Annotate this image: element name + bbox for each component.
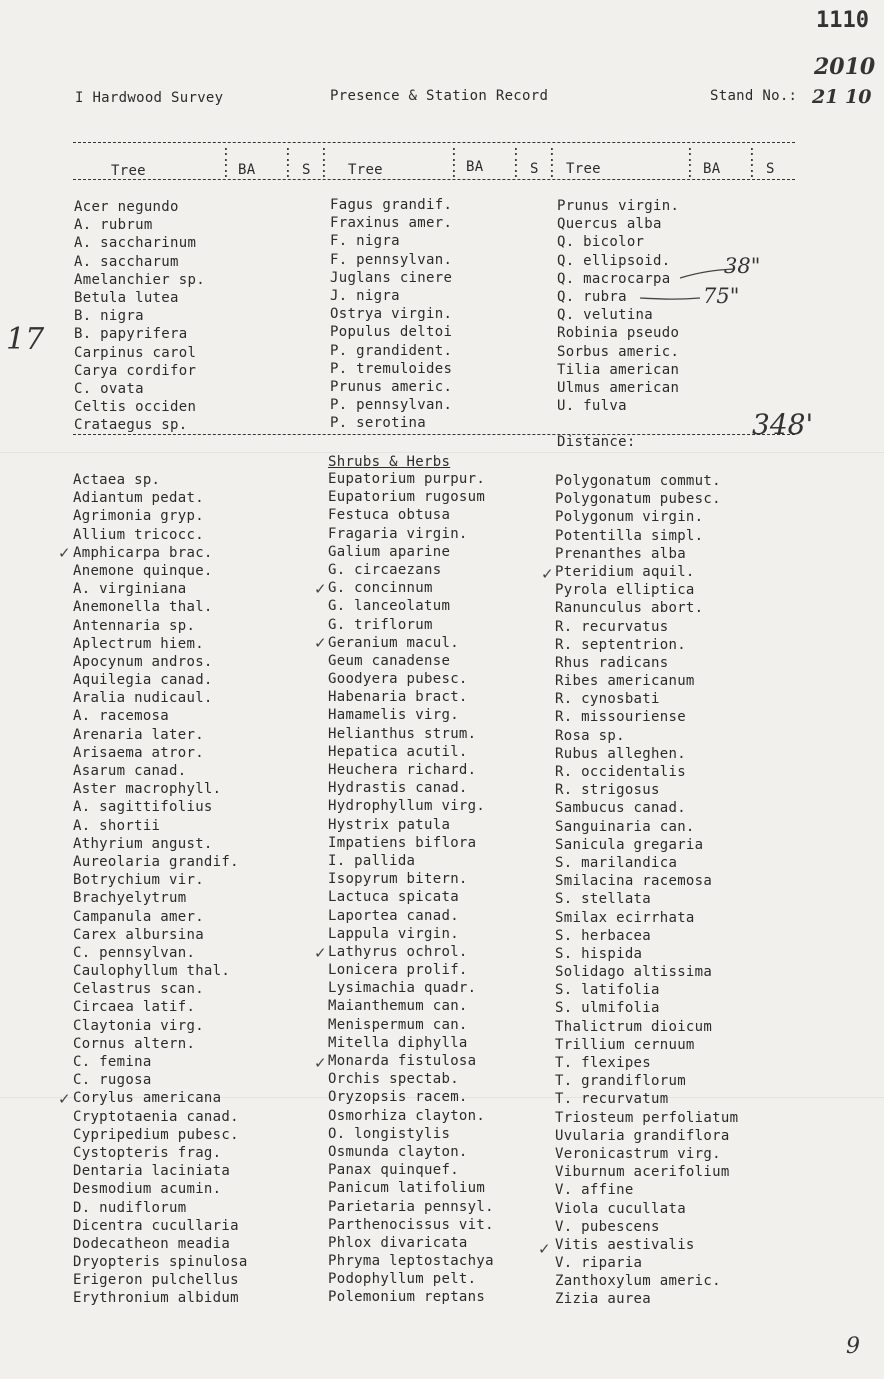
species-name: Desmodium acumin. bbox=[73, 1181, 222, 1198]
species-name: Smilax ecirrhata bbox=[555, 909, 695, 926]
species-name: Aureolaria grandif. bbox=[73, 853, 239, 870]
column-separator: : : : bbox=[748, 144, 757, 181]
species-name: Cornus altern. bbox=[73, 1035, 196, 1052]
species-name: Dodecatheon meadia bbox=[73, 1235, 231, 1252]
species-name: Lonicera prolif. bbox=[328, 962, 468, 979]
species-name: T. recurvatum bbox=[555, 1091, 669, 1108]
species-name: Q. bicolor bbox=[557, 234, 645, 251]
species-name: Zizia aurea bbox=[555, 1291, 652, 1308]
species-name: Polemonium reptans bbox=[328, 1289, 486, 1306]
species-name: Viola cucullata bbox=[555, 1200, 686, 1217]
species-name: Rubus alleghen. bbox=[555, 745, 686, 762]
species-name: Ribes americanum bbox=[555, 673, 695, 690]
species-name: P. tremuloides bbox=[330, 360, 453, 377]
species-name: Oryzopsis racem. bbox=[328, 1089, 468, 1106]
species-name: Parthenocissus vit. bbox=[328, 1216, 494, 1233]
record-title: Presence & Station Record bbox=[330, 88, 549, 104]
species-name: S. stellata bbox=[555, 891, 652, 908]
macrocarpa-diameter-note: 38" bbox=[724, 254, 761, 278]
col-header-ba: BA bbox=[703, 161, 721, 177]
species-name: Zanthoxylum americ. bbox=[555, 1273, 721, 1290]
species-name: U. fulva bbox=[557, 398, 627, 415]
species-name: Brachyelytrum bbox=[73, 890, 187, 907]
species-name: Amphicarpa brac. bbox=[73, 544, 213, 561]
species-name: Eupatorium purpur. bbox=[328, 471, 486, 487]
tree-list-col3 bbox=[557, 197, 679, 415]
species-name: B. papyrifera bbox=[74, 326, 188, 343]
species-name: Mitella diphylla bbox=[328, 1034, 468, 1051]
stand-label: Stand No.: bbox=[710, 88, 798, 104]
header-top-rule bbox=[73, 142, 795, 143]
species-name: Q. macrocarpa bbox=[557, 270, 671, 287]
species-name: Phlox divaricata bbox=[328, 1234, 468, 1251]
species-name: Campanula amer. bbox=[73, 908, 204, 925]
species-name: Anemonella thal. bbox=[73, 599, 213, 616]
species-name: Prenanthes alba bbox=[555, 545, 686, 562]
species-name: C. ovata bbox=[74, 380, 144, 397]
stand-number-value: 21 10 bbox=[812, 86, 872, 108]
species-name: Galium aparine bbox=[328, 543, 451, 560]
species-name: Populus deltoi bbox=[330, 324, 453, 341]
distance-label: Distance: bbox=[557, 434, 636, 450]
species-name: Q. velutina bbox=[557, 307, 654, 324]
column-separator: : : : bbox=[686, 144, 695, 181]
col-header-tree: Tree bbox=[111, 163, 146, 179]
species-name: Fragaria virgin. bbox=[328, 525, 468, 542]
species-name: Potentilla simpl. bbox=[555, 527, 704, 544]
species-name: A. racemosa bbox=[73, 708, 170, 725]
tree-list-col1 bbox=[74, 198, 205, 434]
species-name: Aster macrophyll. bbox=[73, 781, 222, 798]
species-name: Carex albursina bbox=[73, 926, 204, 943]
species-name: F. pennsylvan. bbox=[330, 251, 453, 268]
species-name: Osmunda clayton. bbox=[328, 1143, 468, 1160]
species-name: Rhus radicans bbox=[555, 654, 669, 671]
species-name: V. riparia bbox=[555, 1255, 643, 1272]
species-name: Allium tricocc. bbox=[73, 526, 204, 543]
species-name: Arisaema atror. bbox=[73, 744, 204, 761]
species-name: Ostrya virgin. bbox=[330, 306, 453, 323]
species-name: A. shortii bbox=[73, 817, 161, 834]
species-name: Geum canadense bbox=[328, 652, 451, 669]
species-name: R. cynosbati bbox=[555, 691, 660, 708]
species-name: Corylus americana bbox=[73, 1090, 222, 1107]
species-name: Polygonatum pubesc. bbox=[555, 491, 721, 508]
species-name: Hydrophyllum virg. bbox=[328, 798, 486, 815]
species-name: A. saccharinum bbox=[74, 235, 197, 252]
species-name: I. pallida bbox=[328, 852, 416, 869]
species-name: Lactuca spicata bbox=[328, 889, 459, 906]
species-name: Hepatica acutil. bbox=[328, 743, 468, 760]
species-name: Arenaria later. bbox=[73, 726, 204, 743]
species-name: G. circaezans bbox=[328, 561, 442, 578]
species-name: Hamamelis virg. bbox=[328, 707, 459, 724]
column-separator: : : : bbox=[284, 144, 293, 181]
species-name: Smilacina racemosa bbox=[555, 873, 713, 890]
herb-list-col3 bbox=[555, 472, 738, 1309]
species-name: D. nudiflorum bbox=[73, 1199, 187, 1216]
corner-stamp-number: 1110 bbox=[816, 8, 869, 33]
column-separator: : : : bbox=[548, 144, 557, 181]
column-separator: : : : bbox=[512, 144, 521, 181]
species-name: Triosteum perfoliatum bbox=[555, 1109, 739, 1126]
species-name: Cypripedium pubesc. bbox=[73, 1126, 239, 1143]
species-name: Celtis occiden bbox=[74, 399, 197, 416]
species-name: Impatiens biflora bbox=[328, 834, 477, 851]
species-name: Botrychium vir. bbox=[73, 872, 204, 889]
species-name: Lappula virgin. bbox=[328, 925, 459, 942]
check-mark-icon: ✓ bbox=[538, 1240, 551, 1258]
species-name: Fraxinus amer. bbox=[330, 215, 453, 232]
col-header-tree: Tree bbox=[348, 162, 383, 178]
species-name: Celastrus scan. bbox=[73, 981, 204, 998]
species-name: Aquilegia canad. bbox=[73, 672, 213, 689]
species-name: Orchis spectab. bbox=[328, 1071, 459, 1088]
check-mark-icon: ✓ bbox=[314, 944, 327, 962]
species-name: Monarda fistulosa bbox=[328, 1053, 477, 1069]
species-name: Hydrastis canad. bbox=[328, 780, 468, 797]
species-name: Actaea sp. bbox=[73, 472, 161, 488]
species-name: T. flexipes bbox=[555, 1055, 652, 1071]
species-name: Dentaria laciniata bbox=[73, 1163, 231, 1180]
species-name: Quercus alba bbox=[557, 216, 662, 233]
corner-handwritten-number: 2010 bbox=[814, 54, 876, 80]
species-name: Habenaria bract. bbox=[328, 689, 468, 706]
species-name: Hystrix patula bbox=[328, 816, 451, 833]
species-name: Prunus virgin. bbox=[557, 198, 680, 214]
species-name: C. femina bbox=[73, 1054, 152, 1070]
distance-handwritten-value: 348' bbox=[752, 408, 814, 441]
species-name: Sanicula gregaria bbox=[555, 836, 704, 853]
species-name: O. longistylis bbox=[328, 1125, 451, 1142]
species-name: Podophyllum pelt. bbox=[328, 1271, 477, 1288]
page-number: 9 bbox=[846, 1334, 860, 1359]
species-name: Helianthus strum. bbox=[328, 725, 477, 742]
species-name: Heuchera richard. bbox=[328, 762, 477, 778]
species-name: C. pennsylvan. bbox=[73, 944, 196, 961]
species-name: Thalictrum dioicum bbox=[555, 1018, 713, 1035]
species-name: S. latifolia bbox=[555, 982, 660, 999]
species-name: Q. ellipsoid. bbox=[557, 252, 671, 269]
species-name: Trillium cernuum bbox=[555, 1036, 695, 1053]
species-name: Athyrium angust. bbox=[73, 835, 213, 852]
species-name: Erythronium albidum bbox=[73, 1290, 239, 1307]
species-name: Laportea canad. bbox=[328, 907, 459, 924]
shrubs-herbs-heading: Shrubs & Herbs bbox=[328, 454, 451, 470]
species-name: Asarum canad. bbox=[73, 763, 187, 779]
species-name: Rosa sp. bbox=[555, 727, 625, 744]
species-name: G. triflorum bbox=[328, 616, 433, 633]
species-name: Cystopteris frag. bbox=[73, 1144, 222, 1161]
species-name: Eupatorium rugosum bbox=[328, 489, 486, 506]
species-name: F. nigra bbox=[330, 233, 400, 250]
species-name: Apocynum andros. bbox=[73, 653, 213, 670]
species-name: Pteridium aquil. bbox=[555, 563, 695, 580]
col-header-s: S bbox=[766, 161, 775, 177]
species-name: G. concinnum bbox=[328, 580, 433, 597]
species-name: P. serotina bbox=[330, 415, 427, 432]
column-separator: : : : bbox=[450, 144, 459, 181]
species-name: Goodyera pubesc. bbox=[328, 671, 468, 688]
species-name: Robinia pseudo bbox=[557, 325, 680, 342]
species-name: T. grandiflorum bbox=[555, 1073, 686, 1090]
species-name: J. nigra bbox=[330, 287, 400, 304]
herb-list-col2 bbox=[328, 470, 494, 1307]
check-mark-icon: ✓ bbox=[58, 544, 71, 562]
species-name: Panax quinquef. bbox=[328, 1162, 459, 1179]
species-name: Carpinus carol bbox=[74, 344, 197, 361]
species-name: Erigeron pulchellus bbox=[73, 1272, 239, 1289]
species-name: Carya cordifor bbox=[74, 362, 197, 379]
species-name: Lathyrus ochrol. bbox=[328, 943, 468, 960]
species-name: C. rugosa bbox=[73, 1072, 152, 1089]
species-name: Phryma leptostachya bbox=[328, 1253, 494, 1270]
species-name: Vitis aestivalis bbox=[555, 1236, 695, 1253]
species-name: Betula lutea bbox=[74, 289, 179, 306]
species-name: P. grandident. bbox=[330, 342, 453, 359]
species-name: P. pennsylvan. bbox=[330, 397, 453, 414]
survey-title: I Hardwood Survey bbox=[75, 90, 224, 106]
species-name: Juglans cinere bbox=[330, 269, 453, 286]
col-header-s: S bbox=[530, 161, 539, 177]
species-name: A. virginiana bbox=[73, 581, 187, 598]
species-name: Polygonum virgin. bbox=[555, 509, 704, 526]
species-name: Osmorhiza clayton. bbox=[328, 1107, 486, 1124]
check-mark-icon: ✓ bbox=[314, 1054, 327, 1072]
column-separator: : : : bbox=[320, 144, 329, 181]
species-name: Festuca obtusa bbox=[328, 507, 451, 524]
species-name: S. hispida bbox=[555, 945, 643, 962]
check-mark-icon: ✓ bbox=[314, 580, 327, 598]
species-name: Amelanchier sp. bbox=[74, 271, 205, 288]
rubra-diameter-note: 75" bbox=[703, 284, 740, 308]
species-name: Sanguinaria can. bbox=[555, 818, 695, 835]
species-name: Tilia american bbox=[557, 361, 680, 378]
species-name: Caulophyllum thal. bbox=[73, 963, 231, 980]
tree-list-col2 bbox=[330, 196, 452, 432]
species-name: Geranium macul. bbox=[328, 634, 459, 651]
species-name: Antennaria sp. bbox=[73, 617, 196, 634]
species-name: R. septentrion. bbox=[555, 636, 686, 653]
species-name: Q. rubra bbox=[557, 288, 627, 305]
species-name: Prunus americ. bbox=[330, 378, 453, 395]
species-name: Polygonatum commut. bbox=[555, 473, 721, 489]
species-name: A. sagittifolius bbox=[73, 799, 213, 816]
margin-handwritten-mark: 17 bbox=[6, 322, 45, 357]
species-name: S. ulmifolia bbox=[555, 1000, 660, 1017]
species-name: Viburnum acerifolium bbox=[555, 1164, 730, 1181]
species-name: Circaea latif. bbox=[73, 999, 196, 1016]
species-name: Pyrola elliptica bbox=[555, 582, 695, 599]
species-name: Ulmus american bbox=[557, 379, 680, 396]
species-name: Lysimachia quadr. bbox=[328, 980, 477, 997]
species-name: Ranunculus abort. bbox=[555, 600, 704, 617]
species-name: Dryopteris spinulosa bbox=[73, 1254, 248, 1271]
check-mark-icon: ✓ bbox=[541, 565, 554, 583]
species-name: G. lanceolatum bbox=[328, 598, 451, 615]
check-mark-icon: ✓ bbox=[314, 634, 327, 652]
species-name: Solidago altissima bbox=[555, 964, 713, 981]
species-name: Menispermum can. bbox=[328, 1016, 468, 1033]
tree-section-bottom-rule bbox=[73, 434, 795, 435]
species-name: Isopyrum bitern. bbox=[328, 871, 468, 888]
species-name: Aralia nudicaul. bbox=[73, 690, 213, 707]
species-name: R. strigosus bbox=[555, 782, 660, 799]
species-name: Uvularia grandiflora bbox=[555, 1127, 730, 1144]
species-name: Dicentra cucullaria bbox=[73, 1217, 239, 1234]
species-name: Sorbus americ. bbox=[557, 343, 680, 360]
species-name: S. marilandica bbox=[555, 854, 678, 871]
species-name: R. occidentalis bbox=[555, 764, 686, 780]
col-header-s: S bbox=[302, 162, 311, 178]
species-name: Aplectrum hiem. bbox=[73, 635, 204, 652]
check-mark-icon: ✓ bbox=[58, 1090, 71, 1108]
species-name: Maianthemum can. bbox=[328, 998, 468, 1015]
species-name: Anemone quinque. bbox=[73, 562, 213, 579]
species-name: Panicum latifolium bbox=[328, 1180, 486, 1197]
herb-list-col1 bbox=[73, 471, 248, 1308]
species-name: S. herbacea bbox=[555, 927, 652, 944]
col-header-tree: Tree bbox=[566, 161, 601, 177]
species-name: Claytonia virg. bbox=[73, 1017, 204, 1034]
col-header-ba: BA bbox=[466, 159, 484, 175]
species-name: Cryptotaenia canad. bbox=[73, 1108, 239, 1125]
column-separator: : : : bbox=[222, 144, 231, 181]
species-name: Agrimonia gryp. bbox=[73, 508, 204, 525]
species-name: A. saccharum bbox=[74, 253, 179, 270]
species-name: A. rubrum bbox=[74, 217, 153, 234]
species-name: Acer negundo bbox=[74, 199, 179, 215]
species-name: Sambucus canad. bbox=[555, 800, 686, 817]
species-name: Parietaria pennsyl. bbox=[328, 1198, 494, 1215]
species-name: V. pubescens bbox=[555, 1218, 660, 1235]
species-name: V. affine bbox=[555, 1182, 634, 1199]
species-name: R. missouriense bbox=[555, 709, 686, 726]
species-name: Veronicastrum virg. bbox=[555, 1145, 721, 1162]
species-name: Adiantum pedat. bbox=[73, 490, 204, 507]
species-name: Fagus grandif. bbox=[330, 197, 453, 213]
species-name: B. nigra bbox=[74, 308, 144, 325]
species-name: Crataegus sp. bbox=[74, 417, 188, 434]
species-name: R. recurvatus bbox=[555, 618, 669, 635]
col-header-ba: BA bbox=[238, 162, 256, 178]
